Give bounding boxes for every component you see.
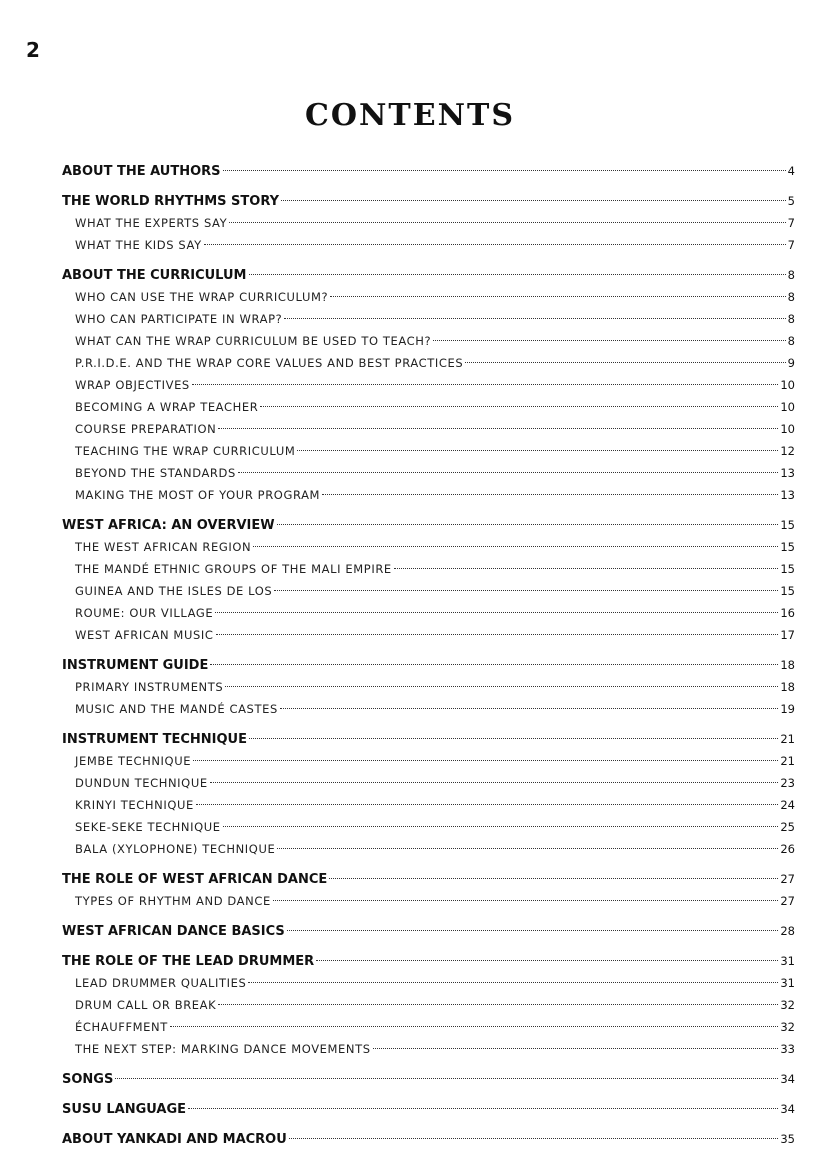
- toc-main-entry[interactable]: [62, 1128, 795, 1150]
- toc-entry-title: WHAT THE KIDS SAY: [75, 238, 202, 252]
- page-number: 2: [26, 38, 40, 62]
- toc-sub-entry[interactable]: [62, 602, 795, 624]
- toc-main-entry[interactable]: [62, 514, 795, 536]
- toc-main-entry[interactable]: [62, 728, 795, 750]
- toc-main-entry[interactable]: [62, 950, 795, 972]
- toc-entry-title: WHAT CAN THE WRAP CURRICULUM BE USED TO TEACH?: [75, 334, 432, 348]
- toc-page-number: 8: [787, 268, 795, 282]
- toc-section: [62, 654, 795, 720]
- toc-page-number: 10: [780, 400, 795, 414]
- dot-leader: [218, 1004, 778, 1005]
- toc-sub-entry[interactable]: [62, 676, 795, 698]
- dot-leader: [225, 686, 778, 687]
- toc-sub-entry[interactable]: [62, 624, 795, 646]
- toc-entry-title: THE WORLD RHYTHMS STORY: [62, 194, 280, 209]
- toc-main-entry[interactable]: [62, 1068, 795, 1090]
- toc-page-number: 15: [780, 562, 795, 576]
- toc-sub-entry[interactable]: [62, 352, 795, 374]
- toc-entry-title: GUINEA AND THE ISLES DE LOS: [75, 584, 273, 598]
- toc-page-number: 21: [780, 754, 795, 768]
- toc-entry-title: ABOUT YANKADI AND MACROU: [62, 1132, 287, 1147]
- toc-sub-entry[interactable]: [62, 698, 795, 720]
- toc-entry-title: THE MANDÉ ETHNIC GROUPS OF THE MALI EMPIRE: [75, 562, 392, 576]
- dot-leader: [115, 1078, 778, 1079]
- toc-sub-entry[interactable]: [62, 1038, 795, 1060]
- toc-page-number: 25: [780, 820, 795, 834]
- toc-sub-entry[interactable]: [62, 1016, 795, 1038]
- toc-page-number: 7: [787, 216, 795, 230]
- toc-page-number: 28: [780, 924, 795, 938]
- dot-leader: [284, 318, 785, 319]
- dot-leader: [210, 664, 778, 665]
- toc-entry-title: KRINYI TECHNIQUE: [75, 798, 194, 812]
- toc-section: [62, 868, 795, 912]
- toc-section: [62, 920, 795, 942]
- toc-page-number: 8: [787, 290, 795, 304]
- dot-leader: [277, 848, 778, 849]
- toc-sub-entry[interactable]: [62, 838, 795, 860]
- dot-leader: [394, 568, 779, 569]
- toc-sub-entry[interactable]: [62, 794, 795, 816]
- toc-page-number: 35: [780, 1132, 795, 1146]
- dot-leader: [316, 960, 778, 961]
- dot-leader: [277, 524, 779, 525]
- toc-page-number: 8: [787, 334, 795, 348]
- toc-entry-title: COURSE PREPARATION: [75, 422, 217, 436]
- toc-section: [62, 160, 795, 182]
- dot-leader: [433, 340, 785, 341]
- toc-entry-title: THE NEXT STEP: MARKING DANCE MOVEMENTS: [75, 1042, 371, 1056]
- dot-leader: [188, 1108, 778, 1109]
- toc-main-entry[interactable]: [62, 160, 795, 182]
- toc-entry-title: DRUM CALL OR BREAK: [75, 998, 217, 1012]
- dot-leader: [193, 760, 778, 761]
- toc-sub-entry[interactable]: [62, 212, 795, 234]
- dot-leader: [322, 494, 778, 495]
- dot-leader: [273, 900, 779, 901]
- dot-leader: [196, 804, 778, 805]
- toc-entry-title: WHO CAN USE THE WRAP CURRICULUM?: [75, 290, 329, 304]
- toc-page-number: 18: [780, 658, 795, 672]
- toc-sub-entry[interactable]: [62, 750, 795, 772]
- dot-leader: [204, 244, 786, 245]
- toc-main-entry[interactable]: [62, 920, 795, 942]
- dot-leader: [170, 1026, 778, 1027]
- toc-section: [62, 728, 795, 860]
- toc-page-number: 5: [787, 194, 795, 208]
- toc-entry-title: WEST AFRICA: AN OVERVIEW: [62, 518, 275, 533]
- dot-leader: [248, 982, 778, 983]
- dot-leader: [210, 782, 779, 783]
- dot-leader: [297, 450, 778, 451]
- toc-sub-entry[interactable]: [62, 308, 795, 330]
- toc-entry-title: INSTRUMENT TECHNIQUE: [62, 732, 247, 747]
- toc-entry-title: PRIMARY INSTRUMENTS: [75, 680, 224, 694]
- dot-leader: [216, 634, 779, 635]
- toc-entry-title: SONGS: [62, 1072, 114, 1087]
- toc-page-number: 15: [780, 518, 795, 532]
- toc-sub-entry[interactable]: [62, 558, 795, 580]
- dot-leader: [218, 428, 778, 429]
- dot-leader: [192, 384, 779, 385]
- toc-sub-entry[interactable]: [62, 396, 795, 418]
- toc-entry-title: TYPES OF RHYTHM AND DANCE: [75, 894, 271, 908]
- toc-main-entry[interactable]: [62, 190, 795, 212]
- toc-page-number: 23: [780, 776, 795, 790]
- toc-entry-title: DUNDUN TECHNIQUE: [75, 776, 208, 790]
- toc-main-entry[interactable]: [62, 1098, 795, 1120]
- toc-page-number: 32: [780, 1020, 795, 1034]
- toc-main-entry[interactable]: [62, 868, 795, 890]
- toc-sub-entry[interactable]: [62, 462, 795, 484]
- toc-page-number: 4: [787, 164, 795, 178]
- toc-entry-title: SEKE-SEKE TECHNIQUE: [75, 820, 221, 834]
- toc-page-number: 19: [780, 702, 795, 716]
- toc-entry-title: P.R.I.D.E. AND THE WRAP CORE VALUES AND BEST PRACTICES: [75, 356, 464, 370]
- toc-page-number: 34: [780, 1102, 795, 1116]
- toc-entry-title: BEYOND THE STANDARDS: [75, 466, 236, 480]
- dot-leader: [280, 708, 779, 709]
- toc-page-number: 8: [787, 312, 795, 326]
- toc-main-entry[interactable]: [62, 654, 795, 676]
- toc-sub-entry[interactable]: [62, 772, 795, 794]
- dot-leader: [223, 826, 779, 827]
- dot-leader: [289, 1138, 779, 1139]
- toc-entry-title: WHAT THE EXPERTS SAY: [75, 216, 228, 230]
- toc-page-number: 12: [780, 444, 795, 458]
- toc-page-number: 13: [780, 488, 795, 502]
- toc-sub-entry[interactable]: [62, 994, 795, 1016]
- toc-page-number: 27: [780, 872, 795, 886]
- toc-page-number: 7: [787, 238, 795, 252]
- toc-entry-title: MAKING THE MOST OF YOUR PROGRAM: [75, 488, 321, 502]
- dot-leader: [373, 1048, 779, 1049]
- toc-sub-entry[interactable]: [62, 890, 795, 912]
- dot-leader: [281, 200, 786, 201]
- toc-sub-entry[interactable]: [62, 374, 795, 396]
- toc-entry-title: BALA (XYLOPHONE) TECHNIQUE: [75, 842, 276, 856]
- toc-entry-title: WEST AFRICAN MUSIC: [75, 628, 214, 642]
- toc-page-number: 13: [780, 466, 795, 480]
- toc-section: [62, 1068, 795, 1090]
- toc-page-number: 26: [780, 842, 795, 856]
- toc-sub-entry[interactable]: [62, 440, 795, 462]
- dot-leader: [287, 930, 779, 931]
- toc-entry-title: SUSU LANGUAGE: [62, 1102, 187, 1117]
- toc-main-entry[interactable]: [62, 264, 795, 286]
- toc-entry-title: THE ROLE OF WEST AFRICAN DANCE: [62, 872, 328, 887]
- toc-page-number: 21: [780, 732, 795, 746]
- toc-entry-title: ABOUT THE AUTHORS: [62, 164, 221, 179]
- dot-leader: [249, 274, 786, 275]
- dot-leader: [223, 170, 786, 171]
- toc-entry-title: ÉCHAUFFMENT: [75, 1020, 168, 1034]
- toc-section: [62, 514, 795, 646]
- toc-sub-entry[interactable]: [62, 418, 795, 440]
- toc-sub-entry[interactable]: [62, 536, 795, 558]
- toc-entry-title: WEST AFRICAN DANCE BASICS: [62, 924, 285, 939]
- dot-leader: [329, 878, 778, 879]
- toc-entry-title: TEACHING THE WRAP CURRICULUM: [75, 444, 296, 458]
- page-title: CONTENTS: [304, 98, 516, 133]
- toc-page-number: 16: [780, 606, 795, 620]
- toc-sub-entry[interactable]: [62, 286, 795, 308]
- toc-section: [62, 1128, 795, 1150]
- toc-page-number: 24: [780, 798, 795, 812]
- toc-entry-title: BECOMING A WRAP TEACHER: [75, 400, 259, 414]
- toc-page-number: 10: [780, 378, 795, 392]
- toc-page-number: 34: [780, 1072, 795, 1086]
- toc-page-number: 31: [780, 976, 795, 990]
- dot-leader: [465, 362, 785, 363]
- dot-leader: [238, 472, 778, 473]
- toc-page-number: 31: [780, 954, 795, 968]
- toc-entry-title: THE ROLE OF THE LEAD DRUMMER: [62, 954, 315, 969]
- toc-section: [62, 1098, 795, 1120]
- toc-sub-entry[interactable]: [62, 972, 795, 994]
- toc-entry-title: WHO CAN PARTICIPATE IN WRAP?: [75, 312, 283, 326]
- toc-entry-title: LEAD DRUMMER QUALITIES: [75, 976, 247, 990]
- toc-entry-title: INSTRUMENT GUIDE: [62, 658, 209, 673]
- toc-entry-title: MUSIC AND THE MANDÉ CASTES: [75, 702, 278, 716]
- dot-leader: [274, 590, 778, 591]
- table-of-contents: [62, 160, 795, 1150]
- dot-leader: [253, 546, 778, 547]
- toc-section: [62, 950, 795, 1060]
- toc-page-number: 15: [780, 540, 795, 554]
- toc-entry-title: ROUME: OUR VILLAGE: [75, 606, 214, 620]
- toc-entry-title: ABOUT THE CURRICULUM: [62, 268, 247, 283]
- toc-page-number: 18: [780, 680, 795, 694]
- dot-leader: [215, 612, 778, 613]
- dot-leader: [249, 738, 778, 739]
- toc-entry-title: JEMBE TECHNIQUE: [75, 754, 192, 768]
- dot-leader: [260, 406, 778, 407]
- toc-entry-title: THE WEST AFRICAN REGION: [75, 540, 252, 554]
- toc-sub-entry[interactable]: [62, 816, 795, 838]
- toc-page-number: 27: [780, 894, 795, 908]
- dot-leader: [330, 296, 785, 297]
- toc-page-number: 10: [780, 422, 795, 436]
- toc-sub-entry[interactable]: [62, 234, 795, 256]
- toc-sub-entry[interactable]: [62, 330, 795, 352]
- dot-leader: [229, 222, 785, 223]
- toc-section: [62, 264, 795, 506]
- toc-page-number: 33: [780, 1042, 795, 1056]
- toc-section: [62, 190, 795, 256]
- toc-sub-entry[interactable]: [62, 484, 795, 506]
- toc-page-number: 32: [780, 998, 795, 1012]
- toc-page-number: 17: [780, 628, 795, 642]
- toc-sub-entry[interactable]: [62, 580, 795, 602]
- toc-page-number: 9: [787, 356, 795, 370]
- toc-page-number: 15: [780, 584, 795, 598]
- toc-entry-title: WRAP OBJECTIVES: [75, 378, 190, 392]
